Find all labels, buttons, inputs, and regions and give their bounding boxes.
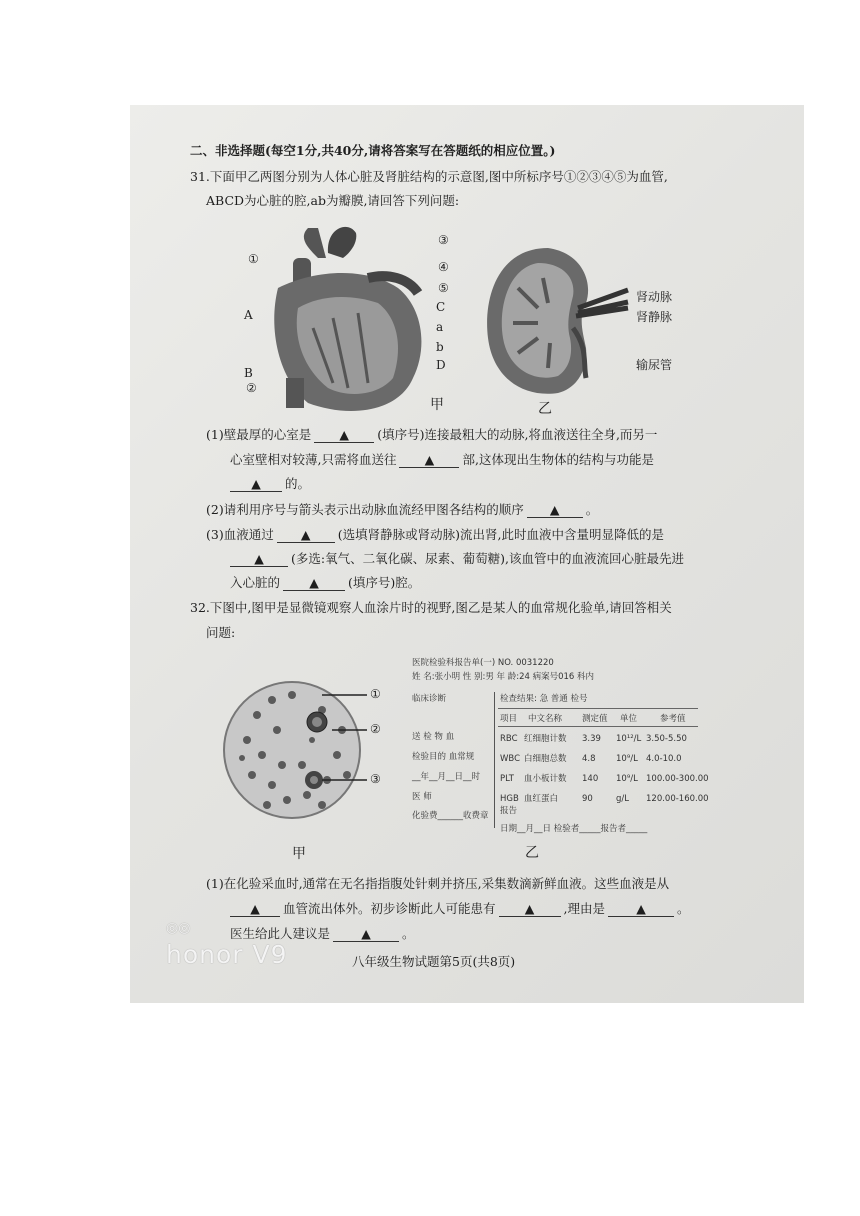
kidney-label-renal-vein: 肾静脉: [636, 310, 673, 324]
smear-label-3: ③: [370, 772, 381, 786]
q32-p1-line2: [230, 901, 690, 917]
q31-p1-line2b: 部,这体现出生物体的结构与功能是: [462, 452, 654, 467]
q31-p1-line3: [230, 476, 310, 492]
q31-p1-line3-text: 的。: [285, 476, 311, 491]
q31-p2-prefix: (2)请利用序号与箭头表示出动脉血流经甲图各结构的顺序: [206, 502, 524, 517]
q31-p3-line3: [230, 575, 420, 591]
report-cell: 血小板计数: [524, 774, 567, 784]
q32-p1-line1: (1)在化验采血时,通常在无名指指腹处针刺并挤压,采集数滴新鲜血液。这些血液是从: [206, 876, 670, 891]
report-left-row-3: __年__月__日__时: [412, 772, 481, 782]
q32-p1-line2c: 。: [677, 901, 690, 916]
q31-p3-line3b: (填序号)腔。: [348, 575, 421, 590]
q31-p3-line3a: 入心脏的: [230, 575, 281, 590]
kidney-label-renal-artery: 肾动脉: [636, 290, 673, 304]
heart-label-C: C: [436, 300, 446, 314]
report-cell: 120.00-160.00: [646, 794, 709, 804]
answer-blank[interactable]: ▲: [333, 926, 399, 942]
q31-p1-line2: [230, 452, 654, 468]
report-left-row-5: 化验费______收费章: [412, 811, 489, 821]
q32-p1-line2b: ,理由是: [563, 901, 605, 916]
report-cell: RBC: [500, 734, 518, 744]
heart-diagram: [238, 218, 478, 418]
report-cell: 140: [582, 774, 599, 784]
q31-p3-line2: [230, 551, 684, 567]
report-footer: 日期__月__日 检验者_____报告者_____: [500, 824, 648, 834]
report-left-row-1: 送 检 物 血: [412, 732, 455, 742]
report-cell: HGB: [500, 794, 519, 804]
report-col-ref: 参考值: [660, 714, 686, 724]
heart-illustration: [238, 218, 478, 418]
report-left-row-0: 临床诊断: [412, 694, 447, 704]
report-cell: 10⁹/L: [616, 754, 638, 764]
report-cell: 3.39: [582, 734, 601, 744]
report-col-name: 中文名称: [528, 714, 563, 724]
q31-p1-line1: [206, 427, 657, 443]
heart-label-a: a: [436, 320, 444, 334]
q31-p3-prefix: (3)血液通过: [206, 527, 274, 542]
q31-p2: [206, 502, 598, 518]
report-cell: 白细胞总数: [524, 754, 567, 764]
q31-p2-suffix: 。: [585, 502, 599, 517]
q32-p1-line2a: 血管流出体外。初步诊断此人可能患有: [283, 901, 496, 916]
answer-blank[interactable]: ▲: [399, 452, 459, 468]
answer-blank[interactable]: ▲: [230, 476, 282, 492]
kidney-label-ureter: 输尿管: [636, 358, 673, 372]
report-cell: 3.50-5.50: [646, 734, 687, 744]
blood-smear-diagram: [222, 670, 402, 860]
report-left-row-2: 检验目的 血常规: [412, 752, 475, 762]
answer-blank[interactable]: ▲: [277, 527, 335, 543]
answer-blank[interactable]: ▲: [230, 901, 280, 917]
smear-label-2: ②: [370, 722, 381, 736]
report-cell: 100.00-300.00: [646, 774, 709, 784]
q32-text-line1: 32.下图中,图甲是显微镜观察人血涂片时的视野,图乙是某人的血常规化验单,请回答相关: [190, 600, 672, 615]
answer-blank[interactable]: ▲: [527, 502, 583, 518]
answer-blank[interactable]: ▲: [608, 901, 674, 917]
heart-label-B: B: [244, 366, 253, 380]
q32-p1-line3a: 医生给此人建议是: [230, 926, 331, 941]
q31-text-line1: 31.下面甲乙两图分别为人体心脏及肾脏结构的示意图,图中所标序号①②③④⑤为血管,: [190, 169, 668, 184]
report-col-unit: 单位: [620, 714, 638, 724]
heart-label-2: ②: [246, 381, 257, 395]
report-caption: 乙: [525, 845, 539, 861]
answer-blank[interactable]: ▲: [499, 901, 561, 917]
kidney-diagram: [478, 238, 698, 418]
report-patient: 姓 名:张小明 性 别:男 年 龄:24 病案号016 科内: [412, 672, 595, 682]
kidney-illustration: [478, 238, 698, 418]
report-left-row-4: 医 师: [412, 792, 432, 802]
q31-p1-line2a: 心室壁相对较薄,只需将血送往: [230, 452, 397, 467]
answer-blank[interactable]: ▲: [283, 575, 345, 591]
report-col-code: 项目: [500, 714, 518, 724]
heart-label-A: A: [244, 308, 253, 322]
heart-label-4: ④: [438, 260, 449, 274]
report-cell: WBC: [500, 754, 521, 764]
report-cell: g/L: [616, 794, 629, 804]
smear-caption: 甲: [292, 846, 306, 862]
report-col-value: 测定值: [582, 714, 608, 724]
heart-label-b: b: [436, 340, 444, 354]
section-header: 二、非选择题(每空1分,共40分,请将答案写在答题纸的相应位置。): [190, 143, 556, 158]
heart-label-1: ①: [248, 252, 259, 266]
report-cell: 4.0-10.0: [646, 754, 682, 764]
q31-p3-line2-text: (多选:氧气、二氧化碳、尿素、葡萄糖),该血管中的血液流回心脏最先进: [291, 551, 684, 566]
lab-report: [410, 654, 710, 864]
report-cell: 4.8: [582, 754, 596, 764]
heart-caption: 甲: [430, 397, 444, 413]
report-label: 报告: [500, 806, 518, 816]
heart-label-5: ⑤: [438, 281, 449, 295]
q31-p3-line1: [206, 527, 664, 543]
answer-blank[interactable]: ▲: [314, 427, 374, 443]
page-footer: 八年级生物试题第5页(共8页): [352, 954, 516, 969]
report-cell: 血红蛋白: [524, 794, 559, 804]
smear-label-1: ①: [370, 687, 381, 701]
kidney-caption: 乙: [538, 401, 552, 417]
q31-p1-prefix: (1)壁最厚的心室是: [206, 427, 312, 442]
report-cell: 红细胞计数: [524, 734, 567, 744]
watermark-brand: honor V9: [166, 940, 288, 969]
q32-p1-line3b: 。: [402, 926, 415, 941]
heart-label-3: ③: [438, 233, 449, 247]
q32-text-line2: 问题:: [206, 625, 236, 640]
q31-p1-mid: (填序号)连接最粗大的动脉,将血液送往全身,而另一: [377, 427, 658, 442]
heart-label-D: D: [436, 358, 446, 372]
report-cell: 90: [582, 794, 593, 804]
report-title: 医院检验科报告单(一) NO. 0031220: [412, 658, 554, 668]
watermark-dots: ◎◎: [166, 920, 191, 936]
report-cell: 10⁹/L: [616, 774, 638, 784]
answer-blank[interactable]: ▲: [230, 551, 288, 567]
report-cell: PLT: [500, 774, 514, 784]
q31-text-line2: ABCD为心脏的腔,ab为瓣膜,请回答下列问题:: [206, 193, 460, 208]
q31-p3-mid: (选填肾静脉或肾动脉)流出肾,此时血液中含量明显降低的是: [337, 527, 664, 542]
report-cell: 10¹²/L: [616, 734, 642, 744]
report-result-header: 检查结果: 急 普通 检号: [500, 694, 588, 704]
